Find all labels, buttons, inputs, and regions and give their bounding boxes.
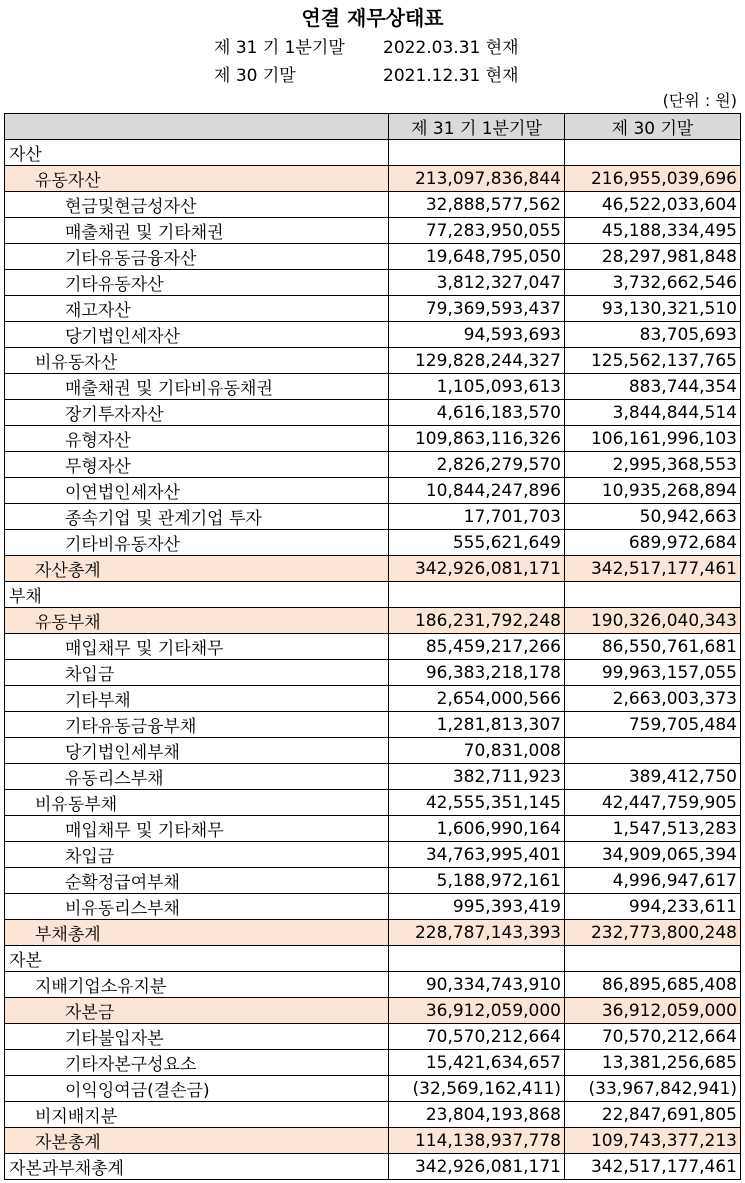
period2-value: 342,517,177,461 [565,556,741,582]
period2-value: 99,963,157,055 [565,660,741,686]
period2-header: 제 30 기말 [565,114,741,140]
period2-value: 42,447,759,905 [565,790,741,816]
report-title: 연결 재무상태표 [301,6,444,30]
table-row [5,244,741,270]
table-row [5,1050,741,1076]
table-row [5,790,741,816]
period2-value: 3,732,662,546 [565,270,741,296]
period2-value: 13,381,256,685 [565,1050,741,1076]
account-name: 비유동리스부채 [5,894,389,920]
table-row [5,894,741,920]
period2-value: 1,547,513,283 [565,816,741,842]
table-row [5,816,741,842]
account-name: 재고자산 [5,296,389,322]
period2-value: 50,942,663 [565,504,741,530]
period1-value: 79,369,593,437 [389,296,565,322]
account-name: 장기투자자산 [5,400,389,426]
table-row [5,764,741,790]
table-row [5,634,741,660]
table-body [5,140,741,1180]
account-name: 기타유동금융부채 [5,712,389,738]
period2-value: 883,744,354 [565,374,741,400]
period1-date: 2022.03.31 현재 [383,38,519,58]
period2-value: 109,743,377,213 [565,1128,741,1154]
account-name: 자산총계 [5,556,389,582]
table-row [5,140,741,166]
account-name: 당기법인세부채 [5,738,389,764]
table-row [5,166,741,192]
period1-value: 34,763,995,401 [389,842,565,868]
account-name: 유동리스부채 [5,764,389,790]
table-row [5,738,741,764]
period2-value: 4,996,947,617 [565,868,741,894]
period2-value: (33,967,842,941) [565,1076,741,1102]
period1-value: (32,569,162,411) [389,1076,565,1102]
table-row [5,660,741,686]
period2-value: 86,895,685,408 [565,972,741,998]
period1-value: 1,606,990,164 [389,816,565,842]
account-name: 종속기업 및 관계기업 투자 [5,504,389,530]
period1-value: 2,826,279,570 [389,452,565,478]
table-row [5,530,741,556]
period2-value [565,140,741,166]
period2-value [565,946,741,972]
period1-value [389,140,565,166]
period1-value: 995,393,419 [389,894,565,920]
period1-value: 555,621,649 [389,530,565,556]
table-row [5,400,741,426]
period2-value: 10,935,268,894 [565,478,741,504]
table-row [5,374,741,400]
period2-date: 2021.12.31 현재 [383,66,519,86]
period1-value: 129,828,244,327 [389,348,565,374]
table-row [5,1154,741,1180]
unit-label: (단위 : 원) [662,91,737,110]
account-name: 현금및현금성자산 [5,192,389,218]
period1-value: 1,105,093,613 [389,374,565,400]
table-row [5,1128,741,1154]
period2-value: 36,912,059,000 [565,998,741,1024]
account-name: 매입채무 및 기타채무 [5,634,389,660]
account-name: 지배기업소유지분 [5,972,389,998]
period1-value [389,946,565,972]
period2-value [565,738,741,764]
table-row [5,426,741,452]
period1-value: 94,593,693 [389,322,565,348]
table-row [5,218,741,244]
account-name: 자본 [5,946,389,972]
table-row [5,608,741,634]
account-name: 매출채권 및 기타비유동채권 [5,374,389,400]
account-name: 차입금 [5,842,389,868]
table-row [5,920,741,946]
account-name: 이익잉여금(결손금) [5,1076,389,1102]
account-name: 유형자산 [5,426,389,452]
period2-value: 34,909,065,394 [565,842,741,868]
account-name: 비유동부채 [5,790,389,816]
period1-value: 19,648,795,050 [389,244,565,270]
period2-value: 190,326,040,343 [565,608,741,634]
account-name: 기타비유동자산 [5,530,389,556]
account-name: 기타유동금융자산 [5,244,389,270]
period1-value: 36,912,059,000 [389,998,565,1024]
account-name: 자본총계 [5,1128,389,1154]
period1-value: 96,383,218,178 [389,660,565,686]
period2-value: 28,297,981,848 [565,244,741,270]
period1-value: 42,555,351,145 [389,790,565,816]
table-header-row [5,114,741,140]
period2-value: 3,844,844,514 [565,400,741,426]
account-name: 차입금 [5,660,389,686]
period2-value: 70,570,212,664 [565,1024,741,1050]
table-row [5,868,741,894]
period2-value: 22,847,691,805 [565,1102,741,1128]
period1-value: 77,283,950,055 [389,218,565,244]
period1-value: 85,459,217,266 [389,634,565,660]
period1-value: 213,097,836,844 [389,166,565,192]
period1-value: 32,888,577,562 [389,192,565,218]
period1-label: 제 31 기 1분기말 [214,38,345,58]
period1-value: 5,188,972,161 [389,868,565,894]
table-row [5,582,741,608]
table-row [5,556,741,582]
period2-value: 2,995,368,553 [565,452,741,478]
period2-value: 689,972,684 [565,530,741,556]
period1-value: 114,138,937,778 [389,1128,565,1154]
table-row [5,192,741,218]
table-row [5,998,741,1024]
period2-value: 93,130,321,510 [565,296,741,322]
table-row [5,504,741,530]
table-row [5,972,741,998]
table-row [5,348,741,374]
account-name: 비유동자산 [5,348,389,374]
table-row [5,712,741,738]
table-row [5,452,741,478]
period2-value: 45,188,334,495 [565,218,741,244]
period1-header: 제 31 기 1분기말 [389,114,565,140]
account-name: 유동자산 [5,166,389,192]
period2-value: 216,955,039,696 [565,166,741,192]
table-row [5,1024,741,1050]
period2-value: 46,522,033,604 [565,192,741,218]
period1-value: 2,654,000,566 [389,686,565,712]
period1-value: 186,231,792,248 [389,608,565,634]
account-name: 기타불입자본 [5,1024,389,1050]
period2-value [565,582,741,608]
table-row [5,296,741,322]
period2-value: 125,562,137,765 [565,348,741,374]
account-name: 비지배지분 [5,1102,389,1128]
period1-value [389,582,565,608]
account-name: 순확정급여부채 [5,868,389,894]
period1-value: 17,701,703 [389,504,565,530]
period1-value: 109,863,116,326 [389,426,565,452]
period2-value: 86,550,761,681 [565,634,741,660]
account-name: 부채총계 [5,920,389,946]
account-name: 당기법인세자산 [5,322,389,348]
period2-value: 232,773,800,248 [565,920,741,946]
period1-value: 382,711,923 [389,764,565,790]
period1-value: 10,844,247,896 [389,478,565,504]
account-name: 이연법인세자산 [5,478,389,504]
period1-value: 70,831,008 [389,738,565,764]
period2-label: 제 30 기말 [214,66,296,86]
table-row [5,686,741,712]
period2-value: 106,161,996,103 [565,426,741,452]
period1-value: 70,570,212,664 [389,1024,565,1050]
table-row [5,1102,741,1128]
account-name: 매출채권 및 기타채권 [5,218,389,244]
balance-sheet-table [4,113,741,1180]
account-name: 기타유동자산 [5,270,389,296]
period2-value: 389,412,750 [565,764,741,790]
table-row [5,842,741,868]
account-name: 유동부채 [5,608,389,634]
account-name: 기타부채 [5,686,389,712]
period2-value: 83,705,693 [565,322,741,348]
table-row [5,478,741,504]
period1-value: 342,926,081,171 [389,556,565,582]
table-row [5,946,741,972]
period2-value: 342,517,177,461 [565,1154,741,1180]
table-row [5,322,741,348]
period1-value: 342,926,081,171 [389,1154,565,1180]
account-name: 부채 [5,582,389,608]
period1-value: 1,281,813,307 [389,712,565,738]
period1-value: 3,812,327,047 [389,270,565,296]
account-name: 무형자산 [5,452,389,478]
period1-value: 228,787,143,393 [389,920,565,946]
account-header [5,114,389,140]
account-name: 자본과부채총계 [5,1154,389,1180]
period2-value: 994,233,611 [565,894,741,920]
account-name: 자본금 [5,998,389,1024]
period2-value: 759,705,484 [565,712,741,738]
period1-value: 23,804,193,868 [389,1102,565,1128]
period1-value: 4,616,183,570 [389,400,565,426]
table-row [5,270,741,296]
account-name: 기타자본구성요소 [5,1050,389,1076]
period2-value: 2,663,003,373 [565,686,741,712]
period1-value: 15,421,634,657 [389,1050,565,1076]
table-row [5,1076,741,1102]
account-name: 자산 [5,140,389,166]
account-name: 매입채무 및 기타채무 [5,816,389,842]
period1-value: 90,334,743,910 [389,972,565,998]
